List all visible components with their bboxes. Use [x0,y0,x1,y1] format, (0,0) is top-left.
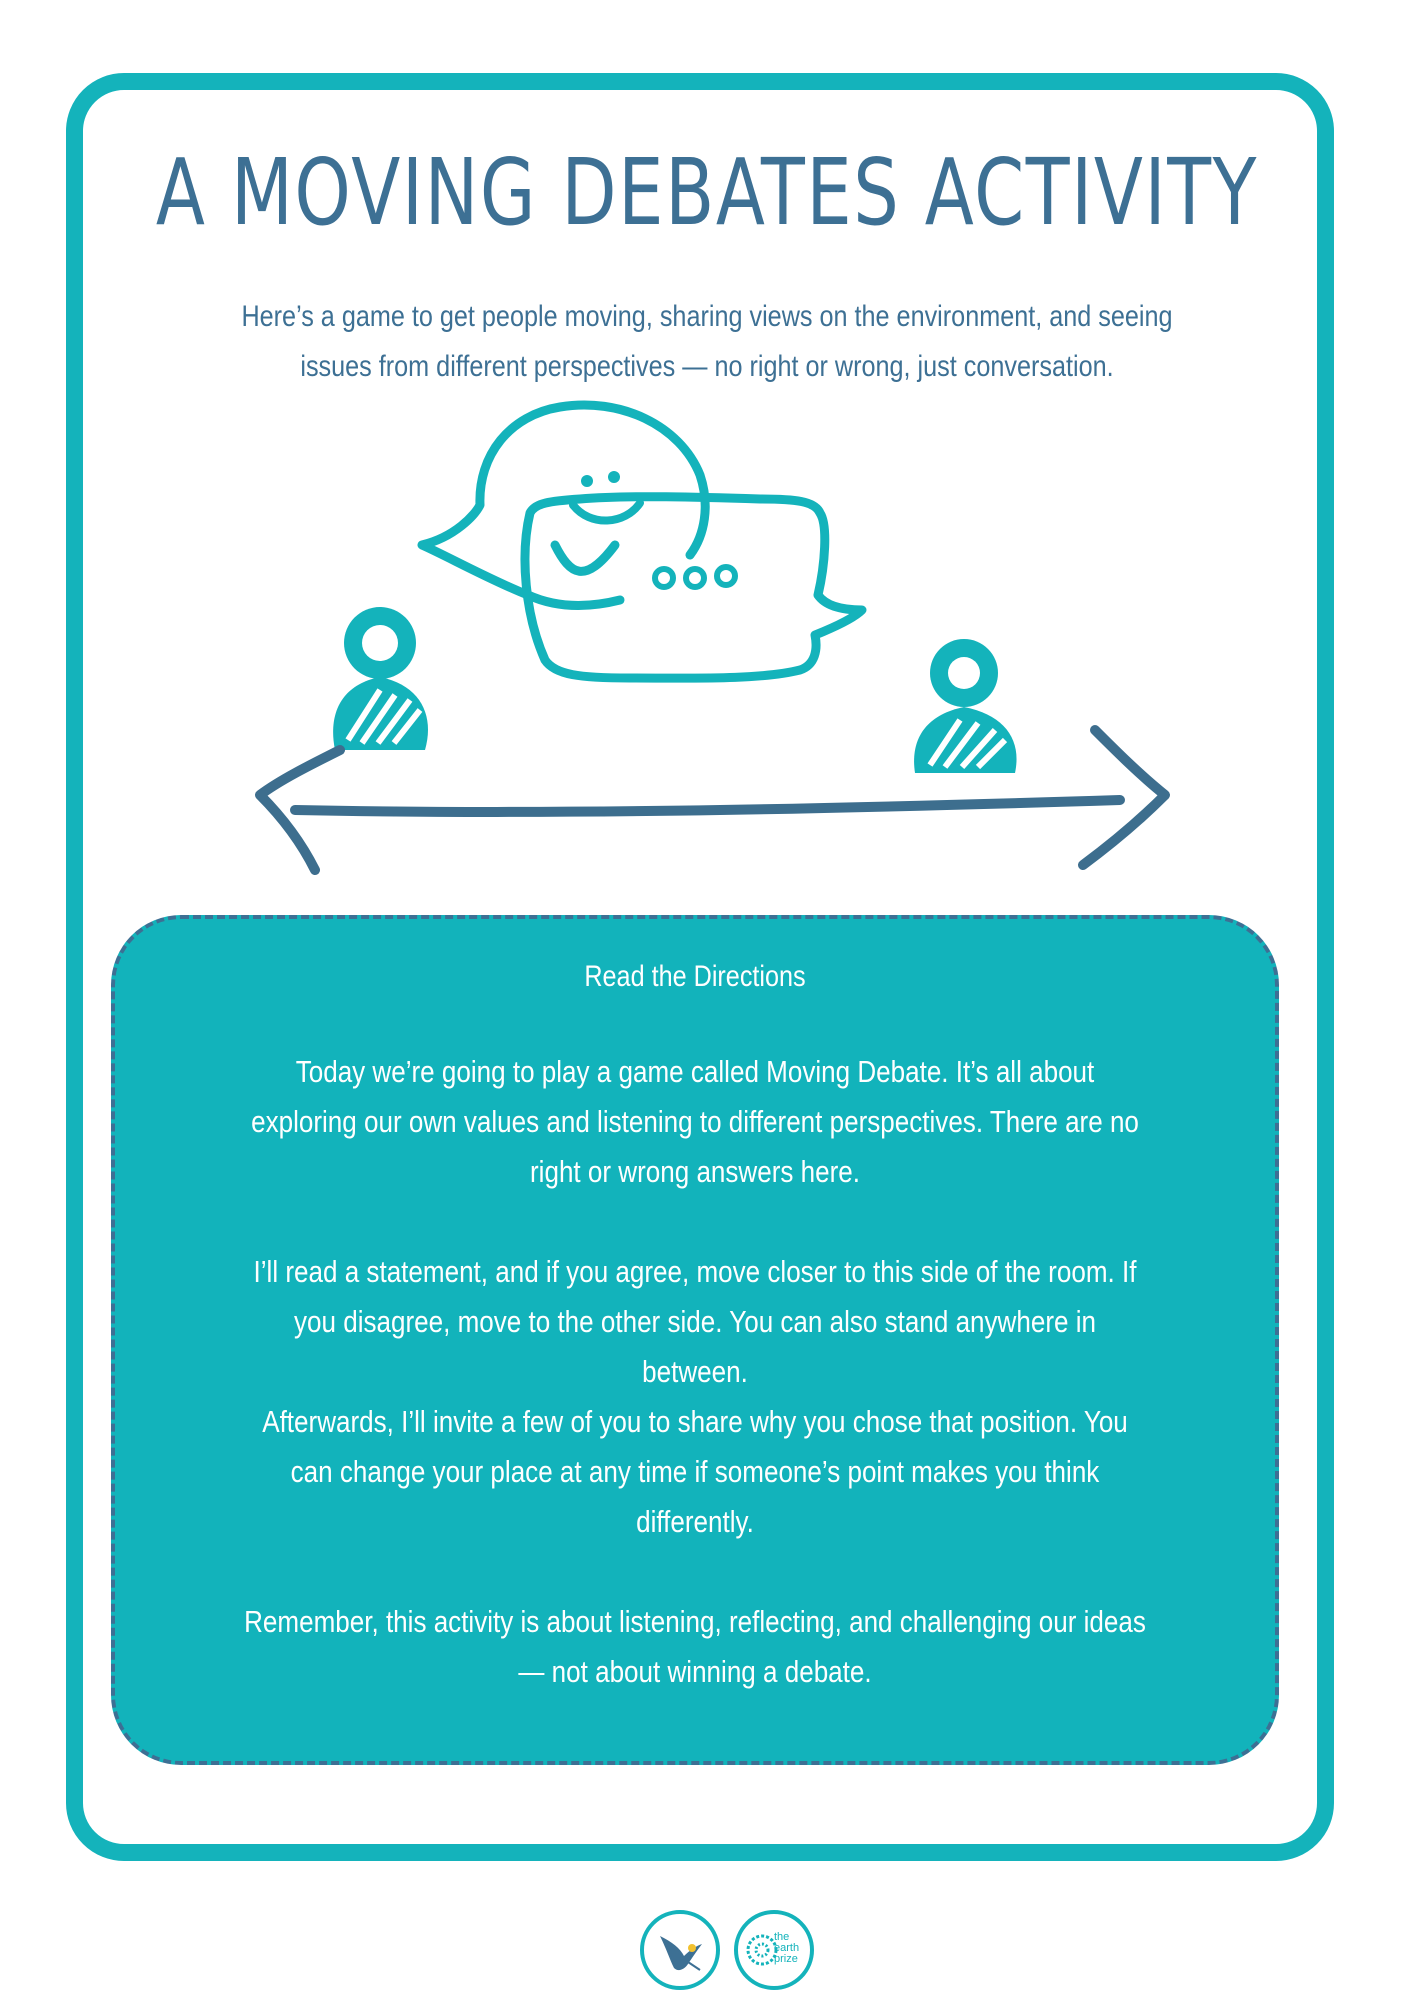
hummingbird-logo [640,1910,720,1990]
debate-illustration [240,395,1190,895]
earth-prize-logo [734,1910,814,1990]
smiley-eyes [581,471,620,487]
directions-paragraph: Remember, this activity is about listening, reflecting, and challenging our ideas — not about winning a debate. [244,1604,1146,1689]
earth-prize-logo-text: the earth prize [774,1931,800,1965]
left-person-icon [333,607,428,750]
footer-logos [640,1910,820,1990]
smiley-speech-bubble-icon [422,405,705,605]
intro-text: Here’s a game to get people moving, sharing views on the environment, and seeing issues from different perspectives — no right or wrong, just conversation. [241,300,1173,383]
typing-dots [655,567,735,587]
directions-heading: Read the Directions [584,960,806,993]
double-arrow-icon [260,730,1165,870]
page-title: A MOVING DEBATES ACTIVITY [155,139,1259,246]
directions-paragraph: Afterwards, I’ll invite a few of you to share why you chose that position. You can change your place at any time if someone’s point makes you think differently. [262,1404,1128,1539]
smiley-mouth [573,503,640,521]
directions-paragraph: Today we’re going to play a game called Moving Debate. It’s all about exploring our own values and listening to different perspectives. There are no right or wrong answers here. [251,1054,1139,1189]
hummingbird-icon [644,1914,716,1986]
directions-panel [111,915,1279,1765]
directions-paragraph: I’ll read a statement, and if you agree, move closer to this side of the room. If you disagree, move to the other side. You can also stand anywhere in between. [253,1254,1137,1389]
right-person-icon [914,639,1016,773]
